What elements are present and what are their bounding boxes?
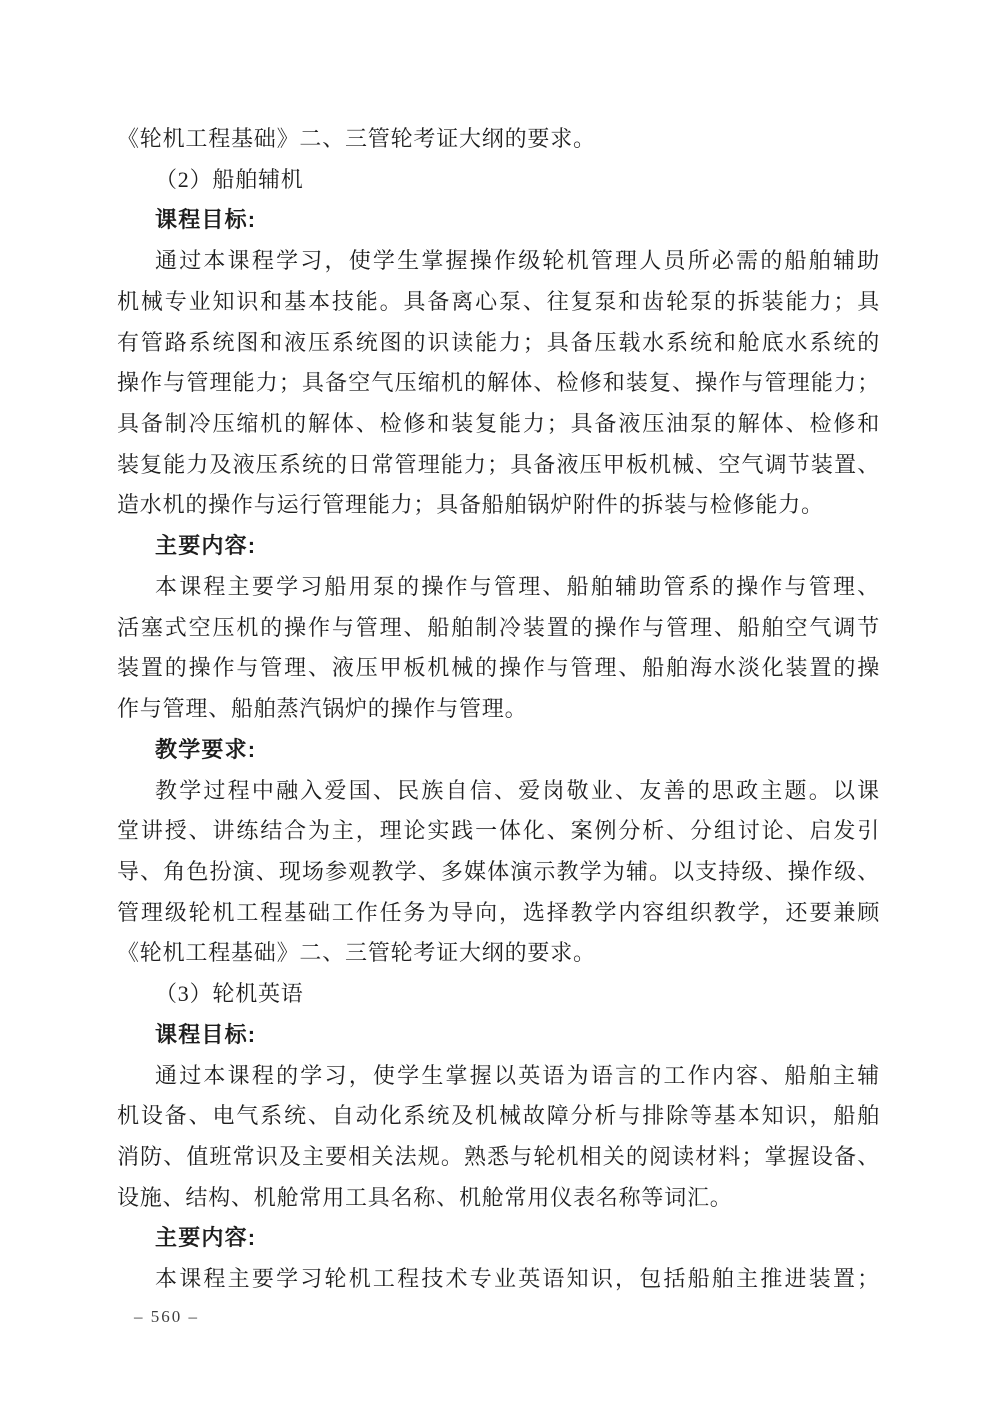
list-item-line: （2）船舶辅机 <box>155 166 304 192</box>
body-text-line: 管理级轮机工程基础工作任务为导向，选择教学内容组织教学，还要兼顾 <box>117 899 880 925</box>
body-text-line: 通过本课程的学习，使学生掌握以英语为语言的工作内容、船舶主辅 <box>155 1062 880 1088</box>
heading-line: 教学要求: <box>155 736 257 762</box>
heading-line: 课程目标: <box>155 207 257 233</box>
body-text-line: 教学过程中融入爱国、民族自信、爱岗敬业、友善的思政主题。以课 <box>155 777 880 803</box>
body-text-line: 造水机的操作与运行管理能力；具备船舶锅炉附件的拆装与检修能力。 <box>117 492 824 518</box>
body-text-line: 有管路系统图和液压系统图的识读能力；具备压载水系统和舱底水系统的 <box>117 329 880 355</box>
body-text-line: 本课程主要学习船用泵的操作与管理、船舶辅助管系的操作与管理、 <box>155 573 880 599</box>
document-body <box>117 119 880 1300</box>
body-text-line: 装置的操作与管理、液压甲板机械的操作与管理、船舶海水淡化装置的操 <box>117 655 880 681</box>
list-item-line: （3）轮机英语 <box>155 981 304 1007</box>
heading-line: 主要内容: <box>155 1225 257 1251</box>
body-text-line: 《轮机工程基础》二、三管轮考证大纲的要求。 <box>117 126 596 151</box>
body-text-line: 设施、结构、机舱常用工具名称、机舱常用仪表名称等词汇。 <box>117 1184 733 1210</box>
body-text-line: 装复能力及液压系统的日常管理能力；具备液压甲板机械、空气调节装置、 <box>117 451 880 477</box>
body-text-line: 机设备、电气系统、自动化系统及机械故障分析与排除等基本知识，船舶 <box>117 1103 880 1129</box>
body-text-line: 机械专业知识和基本技能。具备离心泵、往复泵和齿轮泵的拆装能力；具 <box>117 288 880 314</box>
body-text-line: 操作与管理能力；具备空气压缩机的解体、检修和装复、操作与管理能力； <box>117 370 880 396</box>
body-text-line: 堂讲授、讲练结合为主，理论实践一体化、案例分析、分组讨论、启发引 <box>117 818 880 844</box>
body-text-line: 《轮机工程基础》二、三管轮考证大纲的要求。 <box>117 940 596 966</box>
body-text-line: 通过本课程学习，使学生掌握操作级轮机管理人员所必需的船舶辅助 <box>155 248 880 274</box>
page-number: – 560 – <box>134 1307 199 1326</box>
body-text-line: 作与管理、船舶蒸汽锅炉的操作与管理。 <box>117 696 528 722</box>
heading-line: 课程目标: <box>155 1021 257 1047</box>
body-text-line: 活塞式空压机的操作与管理、船舶制冷装置的操作与管理、船舶空气调节 <box>117 614 880 640</box>
body-text-line: 具备制冷压缩机的解体、检修和装复能力；具备液压油泵的解体、检修和 <box>117 411 880 437</box>
heading-line: 主要内容: <box>155 533 257 559</box>
body-text-line: 导、角色扮演、现场参观教学、多媒体演示教学为辅。以支持级、操作级、 <box>117 858 880 884</box>
body-text-line: 消防、值班常识及主要相关法规。熟悉与轮机相关的阅读材料；掌握设备、 <box>117 1143 880 1169</box>
body-text-line: 本课程主要学习轮机工程技术专业英语知识，包括船舶主推进装置； <box>155 1266 880 1292</box>
